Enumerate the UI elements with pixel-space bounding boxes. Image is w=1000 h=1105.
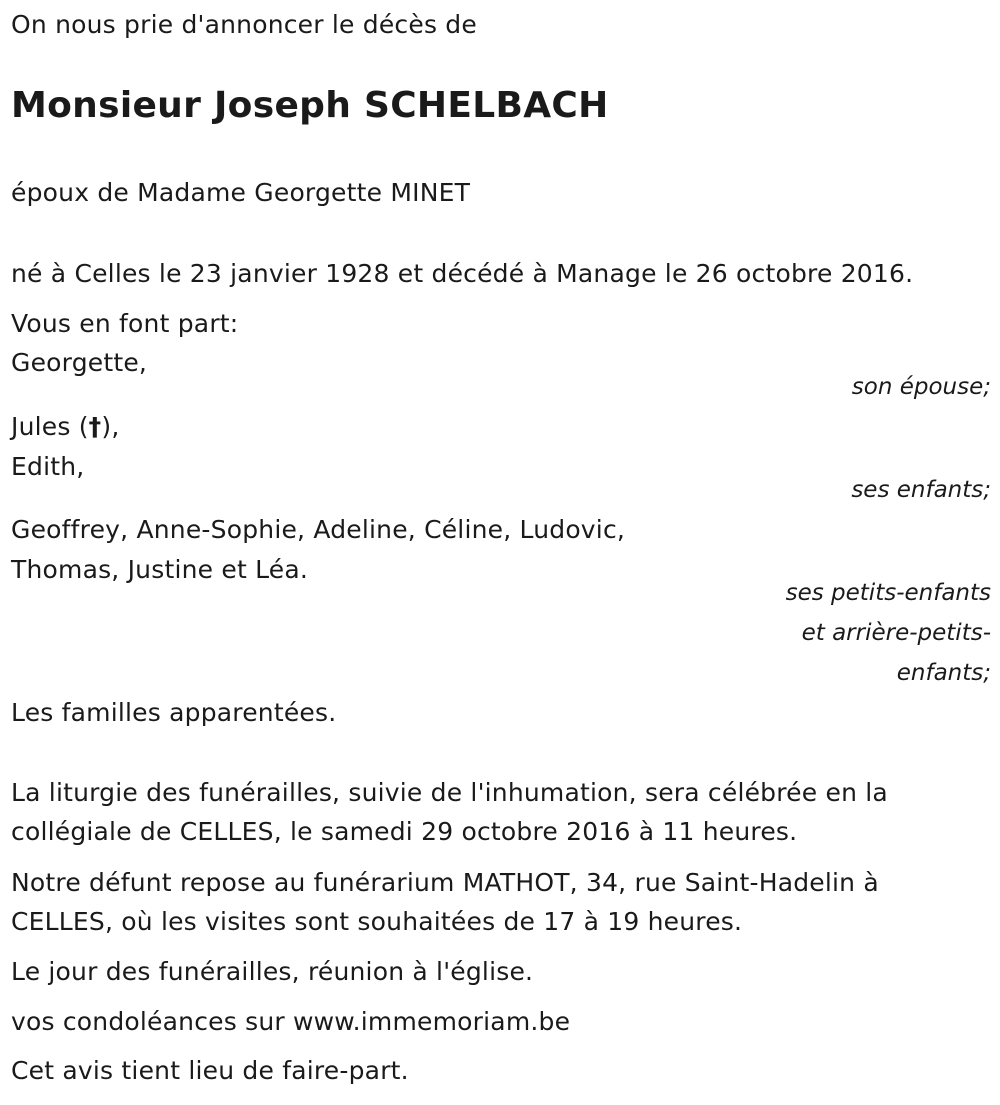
cross-icon: † <box>88 412 102 441</box>
spouse-role: son épouse; <box>851 374 991 400</box>
grandchildren-role-line-1: ses petits-enfants <box>785 580 991 606</box>
liturgy-line-2: collégiale de CELLES, le samedi 29 octobre 2016 à 11 heures. <box>11 817 798 846</box>
grandchildren-role-line-2: et arrière-petits- <box>801 620 991 646</box>
meeting-line: Le jour des funérailles, réunion à l'église. <box>11 957 534 986</box>
child-edith: Edith, <box>11 452 85 481</box>
child-jules-name: Jules ( <box>11 412 89 441</box>
announce-intro: Vous en font part: <box>11 309 239 338</box>
grandchildren-line-2: Thomas, Justine et Léa. <box>11 555 309 584</box>
spouse-name: Georgette, <box>11 348 148 377</box>
deceased-name: Monsieur Joseph SCHELBACH <box>11 85 609 126</box>
child-jules-suffix: ), <box>101 412 120 441</box>
spouse-line: époux de Madame Georgette MINET <box>11 178 471 207</box>
repose-line-1: Notre défunt repose au funérarium MATHOT, 34, rue Saint-Hadelin à <box>11 868 879 897</box>
child-jules <box>11 412 119 442</box>
liturgy-line-1: La liturgie des funérailles, suivie de l'inhumation, sera célébrée en la <box>11 778 888 807</box>
grandchildren-line-1: Geoffrey, Anne-Sophie, Adeline, Céline, Ludovic, <box>11 515 626 544</box>
children-role: ses enfants; <box>851 477 991 503</box>
closing-line: Cet avis tient lieu de faire-part. <box>11 1056 409 1085</box>
related-families: Les familles apparentées. <box>11 698 337 727</box>
intro-text: On nous prie d'annoncer le décès de <box>11 10 477 39</box>
repose-line-2: CELLES, où les visites sont souhaitées de 17 à 19 heures. <box>11 907 743 936</box>
birth-death-line: né à Celles le 23 janvier 1928 et décédé à Manage le 26 octobre 2016. <box>11 259 914 288</box>
grandchildren-role-line-3: enfants; <box>896 660 991 686</box>
condolences-line: vos condoléances sur www.immemoriam.be <box>11 1007 571 1036</box>
